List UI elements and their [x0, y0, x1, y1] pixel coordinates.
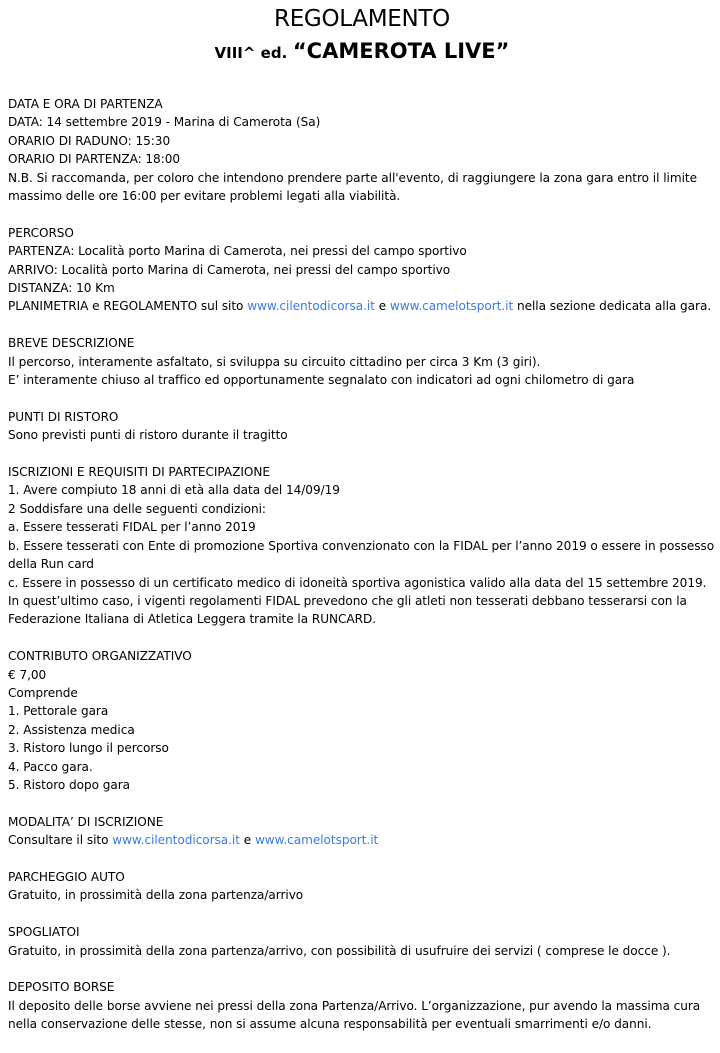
- condition-item: a. Essere tesserati FIDAL per l’anno 2019: [8, 520, 256, 535]
- fee-list-item: 3. Ristoro lungo il percorso: [8, 741, 169, 756]
- section-heading: ISCRIZIONI E REQUISITI DI PARTECIPAZIONE: [8, 465, 270, 480]
- edition-label: VIII^ ed.: [214, 44, 288, 62]
- section-route: [8, 224, 716, 316]
- requirement-item: 1. Avere compiuto 18 anni di età alla data del 14/09/19: [8, 483, 340, 498]
- description-line: E’ interamente chiuso al traffico ed opportunamente segnalato con indicatori ad ogni chilometro di gara: [8, 373, 635, 388]
- regulation-body: [8, 95, 716, 1034]
- condition-item: b. Essere tesserati con Ente di promozione Sportiva convenzionato con la FIDAL per l’anno 2019 o essere in possesso della Run card: [8, 538, 715, 572]
- section-heading: PARCHEGGIO AUTO: [8, 869, 125, 884]
- section-requirements: [8, 463, 716, 629]
- departure-note: N.B. Si raccomanda, per coloro che intendono prendere parte all'evento, di raggiungere la zona gara entro il limite massimo delle ore 16:00 per evitare problemi legati alla viabilità.: [8, 170, 697, 204]
- start-time: ORARIO DI PARTENZA: 18:00: [8, 152, 181, 167]
- fee-list-item: 2. Assistenza medica: [8, 722, 135, 737]
- fee-list-item: 1. Pettorale gara: [8, 704, 109, 719]
- section-heading: SPOGLIATOI: [8, 925, 80, 940]
- bag-storage-text: Il deposito delle borse avviene nei pressi della zona Partenza/Arrivo. L’organizzazione, pur avendo la massima cura nella conservazione delle stesse, non si assume alcuna responsabilità per eventuali smarrimenti e/o danni.: [8, 998, 701, 1032]
- conjunction: e: [239, 833, 255, 848]
- parking-text: Gratuito, in prossimità della zona partenza/arrivo: [8, 888, 304, 903]
- document-page: [8, 0, 716, 1052]
- section-heading: CONTRIBUTO ORGANIZZATIVO: [8, 649, 192, 664]
- departure-date: DATA: 14 settembre 2019 - Marina di Camerota (Sa): [8, 115, 321, 130]
- map-info-prefix: PLANIMETRIA e REGOLAMENTO sul sito: [8, 299, 248, 314]
- event-subtitle: [8, 36, 716, 68]
- changing-rooms-text: Gratuito, in prossimità della zona partenza/arrivo, con possibilità di usufruire dei servizi ( comprese le docce ).: [8, 943, 671, 958]
- event-name: “CAMEROTA LIVE”: [292, 39, 510, 63]
- condition-item: c. Essere in possesso di un certificato medico di idoneità sportiva agonistica valido alla data del 15 settembre 2019. In quest’ultimo caso, i vigenti regolamenti FIDAL prevedono che gli atleti non tesserati debbano tesserarsi con la Federazione Italiana di Atletica Leggera tramite la RUNCARD.: [8, 575, 707, 627]
- registration-mode-text: [8, 831, 716, 849]
- requirement-item: 2 Soddisfare una delle seguenti condizioni:: [8, 501, 266, 516]
- section-registration-mode: [8, 813, 716, 850]
- section-heading: BREVE DESCRIZIONE: [8, 336, 135, 351]
- section-departure: [8, 95, 716, 205]
- registration-prefix: Consultare il sito: [8, 833, 113, 848]
- section-bag-storage: [8, 978, 716, 1033]
- section-heading: PUNTI DI RISTORO: [8, 409, 119, 424]
- fee-list-item: 4. Pacco gara.: [8, 759, 93, 774]
- section-fee: [8, 647, 716, 794]
- route-start: PARTENZA: Località porto Marina di Camerota, nei pressi del campo sportivo: [8, 244, 467, 259]
- route-map-info: [8, 297, 716, 315]
- section-heading: DATA E ORA DI PARTENZA: [8, 97, 163, 111]
- camelotsport-link[interactable]: www.camelotsport.it: [254, 833, 379, 848]
- description-line: Il percorso, interamente asfaltato, si sviluppa su circuito cittadino per circa 3 Km (3 giri).: [8, 354, 541, 369]
- cilentodicorsa-link[interactable]: www.cilentodicorsa.it: [247, 299, 375, 314]
- cilentodicorsa-link[interactable]: www.cilentodicorsa.it: [112, 833, 240, 848]
- fee-list-item: 5. Ristoro dopo gara: [8, 777, 131, 792]
- fee-amount: € 7,00: [8, 667, 47, 682]
- section-heading: DEPOSITO BORSE: [8, 980, 115, 995]
- fee-includes-label: Comprende: [8, 685, 78, 700]
- section-heading: MODALITA’ DI ISCRIZIONE: [8, 814, 164, 829]
- section-parking: [8, 868, 716, 905]
- section-description: [8, 334, 716, 389]
- section-refreshment: [8, 408, 716, 445]
- route-distance: DISTANZA: 10 Km: [8, 281, 115, 296]
- route-finish: ARRIVO: Località porto Marina di Camerota, nei pressi del campo sportivo: [8, 262, 451, 277]
- gathering-time: ORARIO DI RADUNO: 15:30: [8, 133, 171, 148]
- section-heading: PERCORSO: [8, 225, 74, 240]
- map-info-suffix: nella sezione dedicata alla gara.: [513, 299, 712, 314]
- camelotsport-link[interactable]: www.camelotsport.it: [389, 299, 514, 314]
- refreshment-text: Sono previsti punti di ristoro durante il tragitto: [8, 428, 288, 443]
- conjunction: e: [374, 299, 390, 314]
- document-title: REGOLAMENTO: [274, 6, 450, 32]
- section-changing-rooms: [8, 923, 716, 960]
